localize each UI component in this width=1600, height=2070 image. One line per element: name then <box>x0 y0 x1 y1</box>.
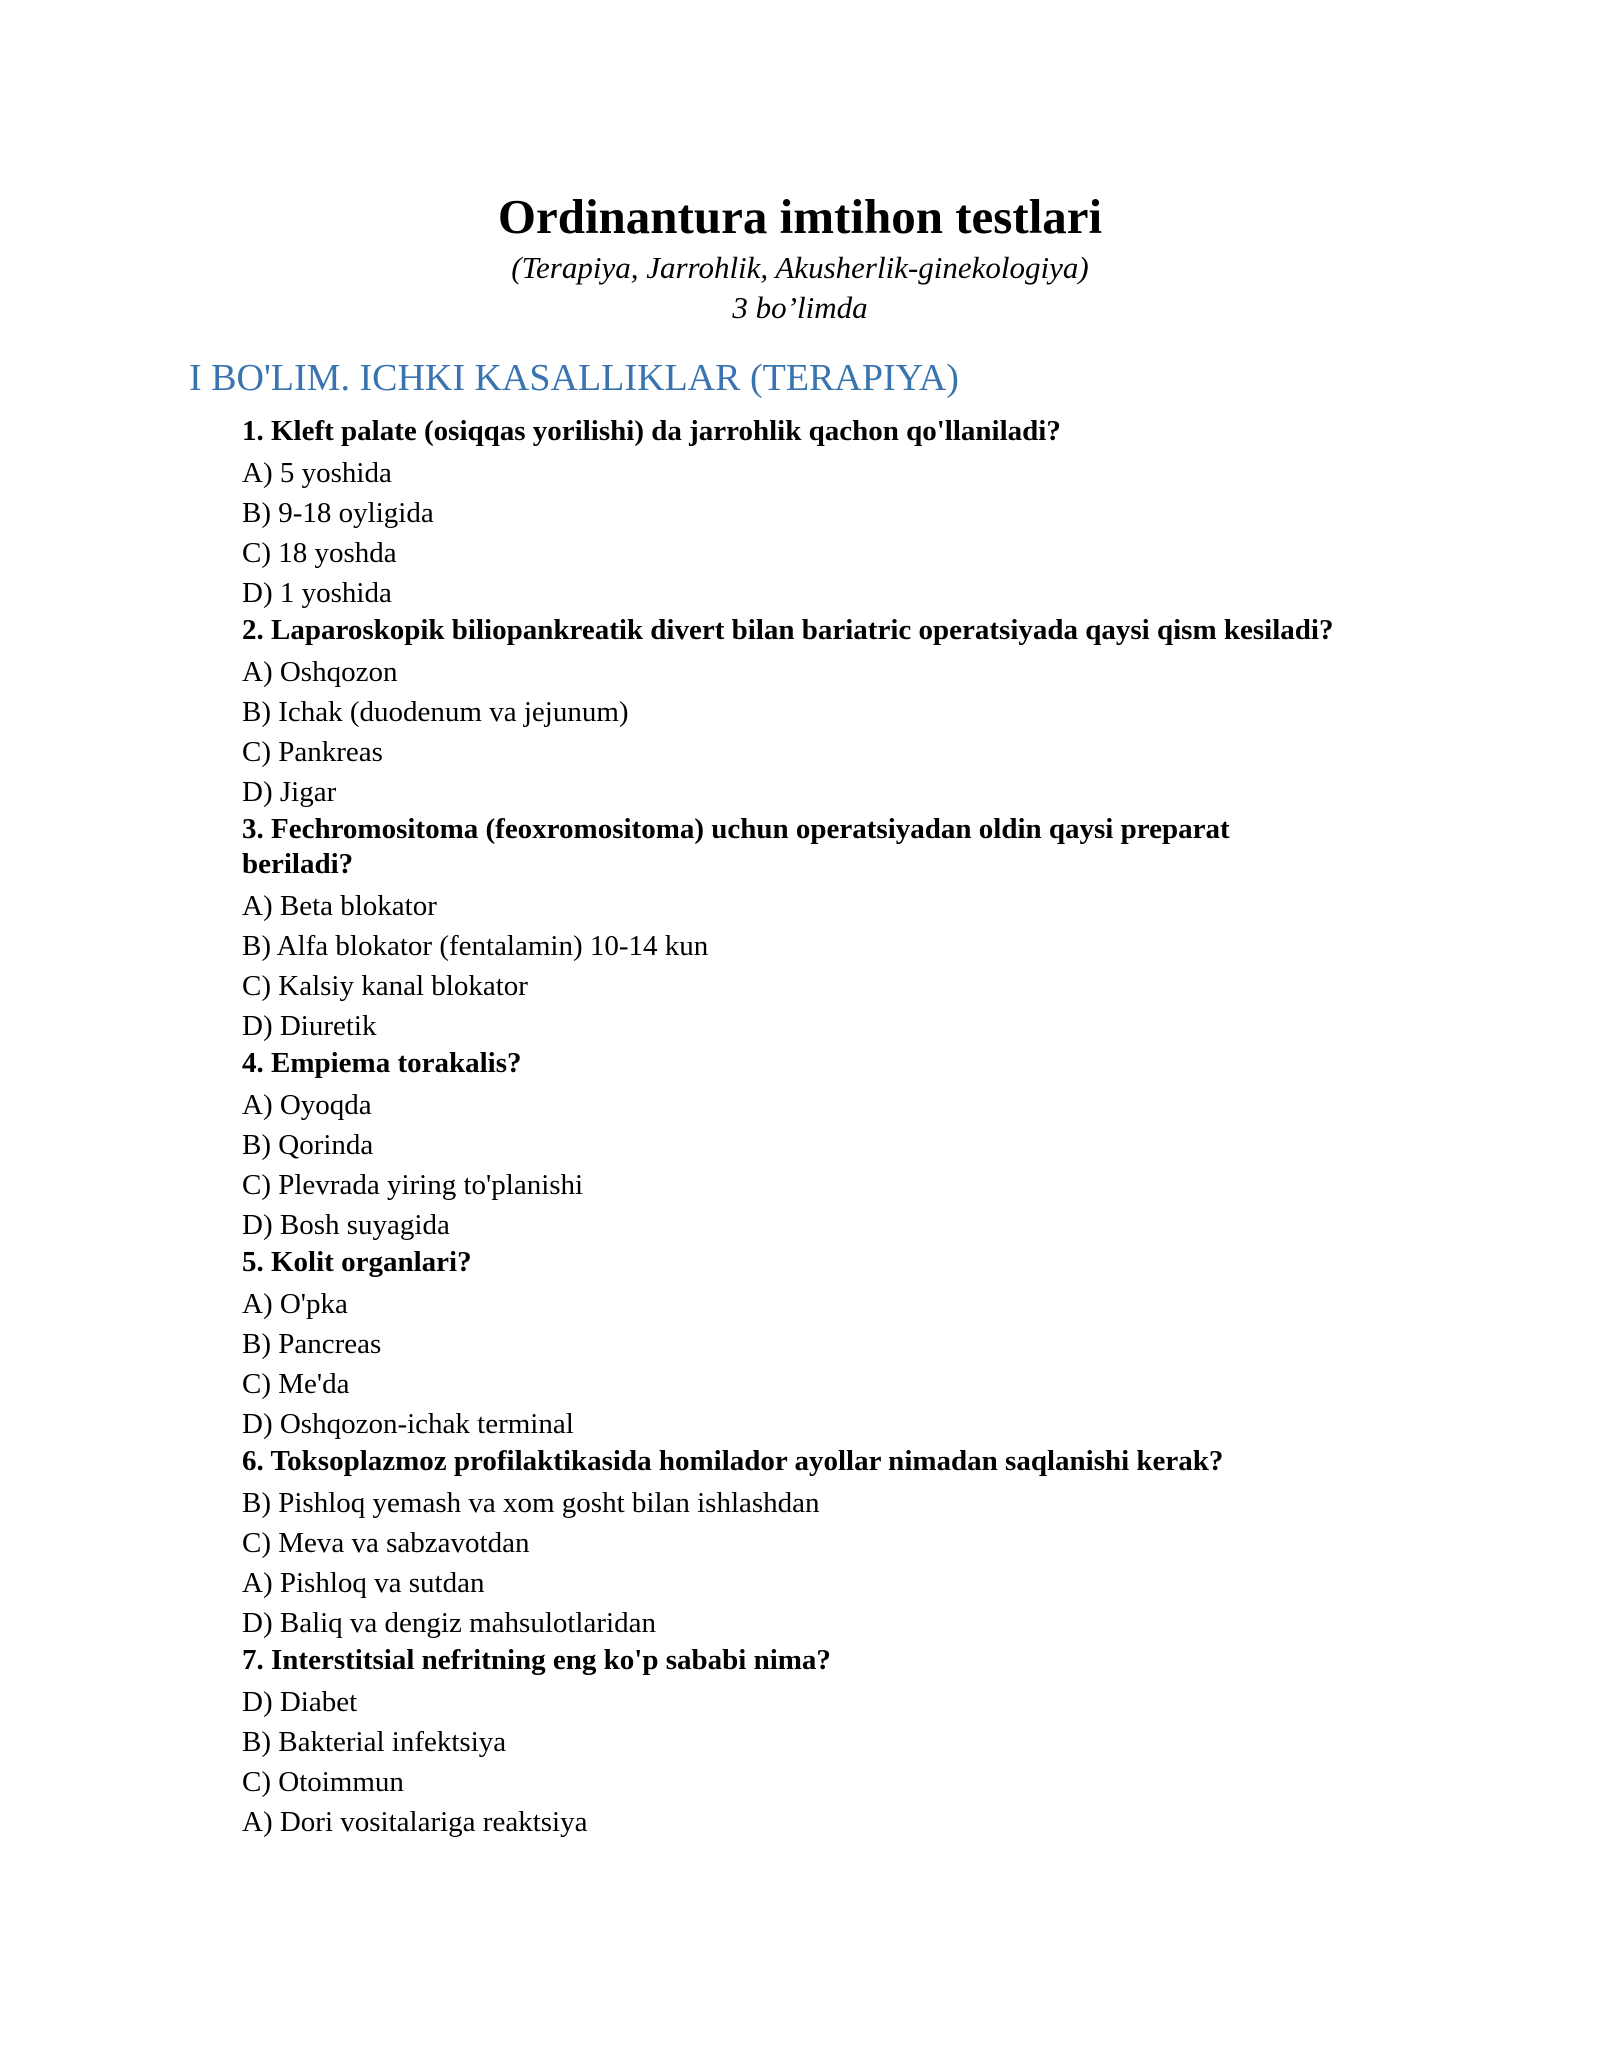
answer-option: C) Plevrada yiring to'planishi <box>242 1169 584 1201</box>
answer-option: A) Beta blokator <box>242 890 437 922</box>
answer-option: C) Otoimmun <box>242 1766 404 1798</box>
answer-option: D) 1 yoshida <box>242 577 392 609</box>
question-7 <box>242 1643 1342 1842</box>
answer-option: C) Me'da <box>242 1368 350 1400</box>
answer-option: B) Pishloq yemash va xom gosht bilan ishlashdan <box>242 1487 820 1519</box>
section-heading: I BO'LIM. ICHKI KASALLIKLAR (TERAPIYA) <box>189 357 959 399</box>
question-text: 4. Empiema torakalis? <box>242 1047 522 1079</box>
answer-option: B) Qorinda <box>242 1129 374 1161</box>
answer-option: D) Oshqozon-ichak terminal <box>242 1408 574 1440</box>
answer-option: A) Dori vositalariga reaktsiya <box>242 1806 588 1838</box>
document-title: Ordinantura imtihon testlari <box>497 189 1103 244</box>
answer-option: A) Oyoqda <box>242 1089 372 1121</box>
question-1 <box>242 414 1342 613</box>
answer-option: C) 18 yoshda <box>242 537 397 569</box>
question-2 <box>242 613 1342 812</box>
answer-option: D) Baliq va dengiz mahsulotlaridan <box>242 1607 656 1639</box>
question-text: 6. Toksoplazmoz profilaktikasida homilador ayollar nimadan saqlanishi kerak? <box>242 1445 1224 1477</box>
question-6 <box>242 1444 1342 1643</box>
answer-option: A) 5 yoshida <box>242 457 392 489</box>
answer-option: D) Jigar <box>242 776 337 808</box>
answer-option: C) Meva va sabzavotdan <box>242 1527 530 1559</box>
question-4 <box>242 1046 1342 1245</box>
question-text: 5. Kolit organlari? <box>242 1246 472 1278</box>
question-text: 3. Fechromositoma (feoxromositoma) uchun operatsiyadan oldin qaysi preparat beriladi? <box>242 813 1230 880</box>
answer-option: A) Oshqozon <box>242 656 398 688</box>
question-text: 7. Interstitsial nefritning eng ko'p sababi nima? <box>242 1644 831 1676</box>
answer-option: A) O'pka <box>242 1288 348 1320</box>
question-text: 2. Laparoskopik biliopankreatik divert bilan bariatric operatsiyada qaysi qism kesiladi? <box>242 614 1334 646</box>
answer-option: A) Pishloq va sutdan <box>242 1567 485 1599</box>
question-text: 1. Kleft palate (osiqqas yorilishi) da jarrohlik qachon qo'llaniladi? <box>242 415 1061 447</box>
answer-option: C) Kalsiy kanal blokator <box>242 970 528 1002</box>
document-subtitle-sections: 3 bo’limda <box>732 290 868 325</box>
question-list <box>242 414 1342 1842</box>
answer-option: C) Pankreas <box>242 736 383 768</box>
document-subtitle: (Terapiya, Jarrohlik, Akusherlik-ginekologiya) <box>511 250 1089 285</box>
answer-option: B) 9-18 oyligida <box>242 497 434 529</box>
question-3 <box>242 812 1342 1046</box>
answer-option: B) Pancreas <box>242 1328 382 1360</box>
answer-option: B) Alfa blokator (fentalamin) 10-14 kun <box>242 930 709 962</box>
question-5 <box>242 1245 1342 1444</box>
answer-option: D) Bosh suyagida <box>242 1209 450 1241</box>
answer-option: B) Bakterial infektsiya <box>242 1726 507 1758</box>
answer-option: B) Ichak (duodenum va jejunum) <box>242 696 629 728</box>
answer-option: D) Diuretik <box>242 1010 377 1042</box>
answer-option: D) Diabet <box>242 1686 358 1718</box>
